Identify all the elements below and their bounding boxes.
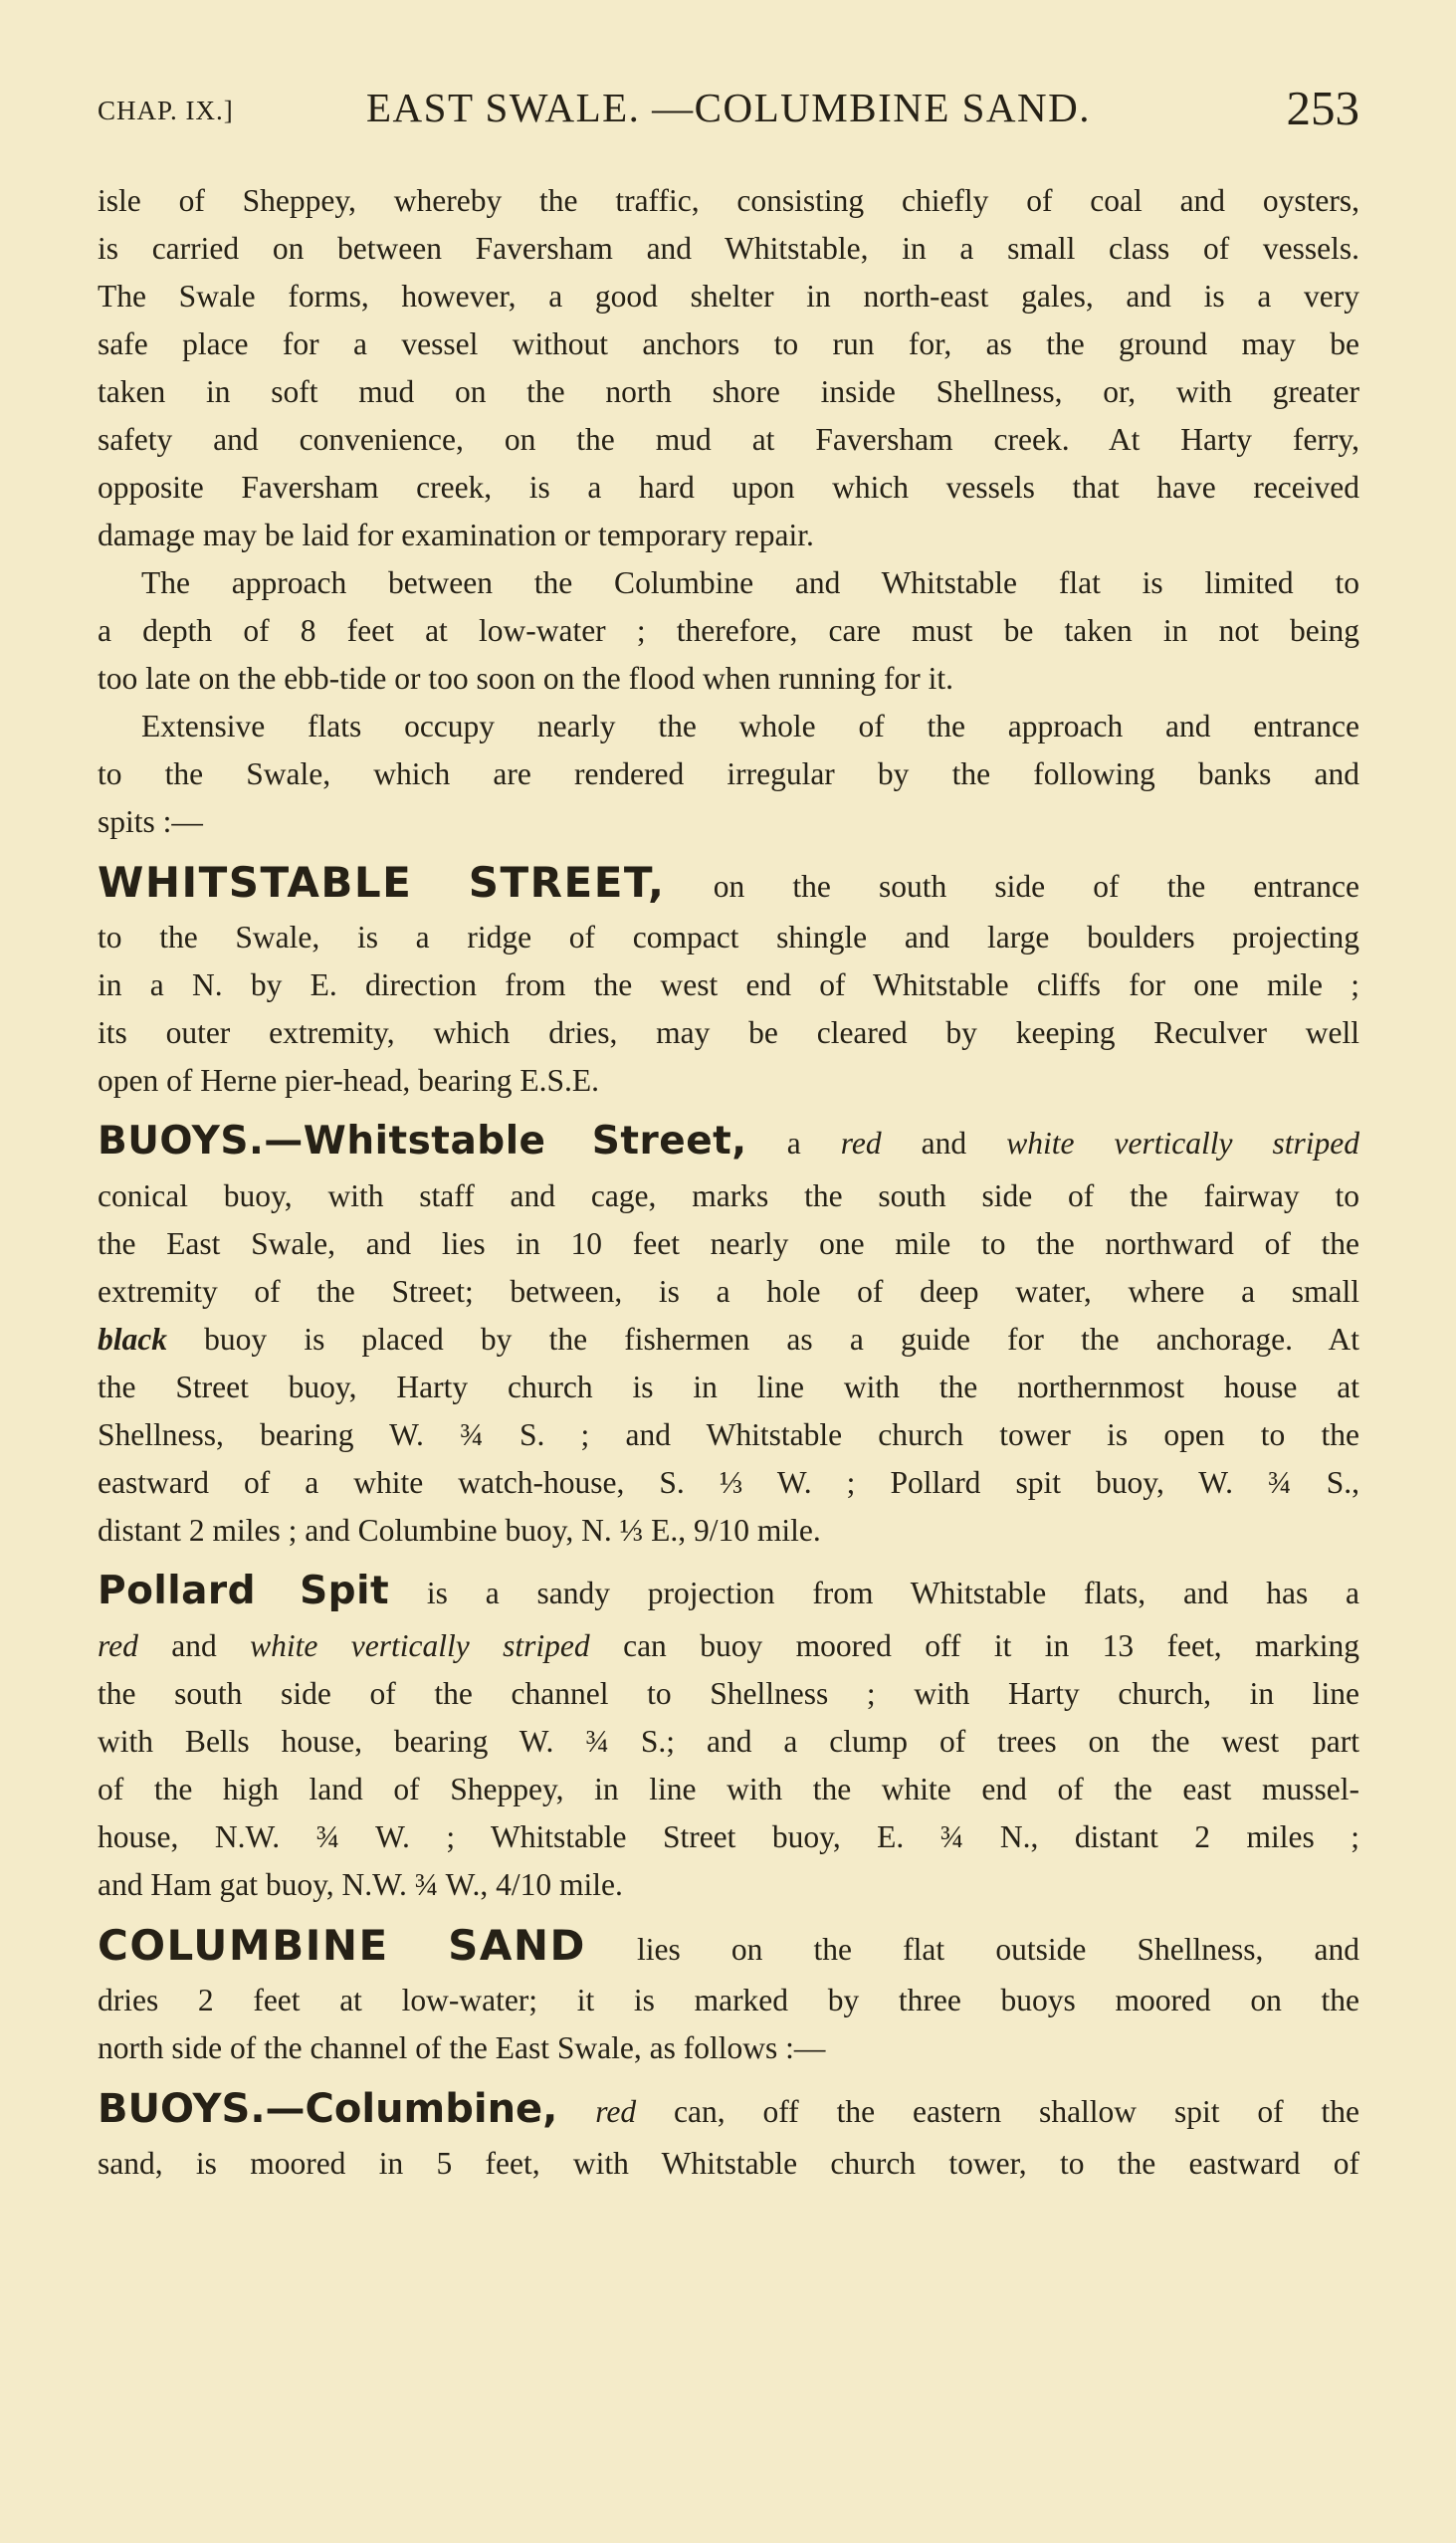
section-whitstable-street-heading	[98, 852, 1359, 914]
text-line: conical buoy, with staff and cage, marks the south side of the fairway to	[98, 1178, 1359, 1213]
section-title: BUOYS.—Whitstable Street,	[98, 1119, 747, 1164]
text-fragment: buoy is placed by the fishermen as a guide for the anchorage. At	[204, 1322, 1359, 1357]
text-line: in a N. by E. direction from the west end of Whitstable cliffs for one mile ;	[98, 967, 1359, 1002]
body-text	[98, 177, 1359, 2188]
running-title: EAST SWALE. —COLUMBINE SAND.	[366, 85, 1092, 130]
text-line: open of Herne pier-head, bearing E.S.E.	[98, 1063, 600, 1098]
text-line: the East Swale, and lies in 10 feet nearly one mile to the northward of the	[98, 1226, 1359, 1261]
text-fragment: on the south side of the entrance	[713, 869, 1360, 904]
text-fragment: can, off the eastern shallow spit of the	[674, 2094, 1359, 2129]
text-fragment: lies on the flat outside Shellness, and	[637, 1932, 1359, 1967]
text-fragment: black	[98, 1322, 167, 1357]
section-columbine-sand-heading	[98, 1915, 1359, 1977]
text-line: house, N.W. ¾ W. ; Whitstable Street buoy, E. ¾ N., distant 2 miles ;	[98, 1819, 1359, 1854]
text-line: Extensive flats occupy nearly the whole of the approach and entrance	[141, 709, 1359, 743]
text-line: sand, is moored in 5 feet, with Whitstable church tower, to the eastward of	[98, 2146, 1359, 2181]
text-line: spits :—	[98, 804, 203, 839]
section-title: WHITSTABLE STREET,	[98, 858, 666, 907]
text-line: extremity of the Street; between, is a hole of deep water, where a small	[98, 1274, 1359, 1309]
text-fragment: white vertically striped	[1006, 1126, 1360, 1161]
text-line: to the Swale, is a ridge of compact shingle and large boulders projecting	[98, 920, 1359, 954]
text-line: is carried on between Faversham and Whitstable, in a small class of vessels.	[98, 231, 1359, 266]
text-line: its outer extremity, which dries, may be cleared by keeping Reculver well	[98, 1015, 1359, 1050]
text-line: damage may be laid for examination or temporary repair.	[98, 518, 814, 552]
text-line: safe place for a vessel without anchors to run for, as the ground may be	[98, 326, 1359, 361]
text-fragment: can buoy moored off it in 13 feet, marking	[623, 1628, 1360, 1663]
text-line: the south side of the channel to Shellness ; with Harty church, in line	[98, 1676, 1359, 1711]
text-fragment: red	[840, 1126, 882, 1161]
section-title: BUOYS.—Columbine,	[98, 2086, 558, 2132]
section-pollard-spit-heading	[98, 1561, 1359, 1622]
chapter-label: CHAP. IX.]	[98, 96, 234, 125]
text-fragment: and	[171, 1628, 217, 1663]
section-buoys-whitstable-heading	[98, 1111, 1359, 1172]
text-line: The Swale forms, however, a good shelter in north-east gales, and is a very	[98, 279, 1359, 314]
text-line: opposite Faversham creek, is a hard upon which vessels that have received	[98, 470, 1359, 505]
page-number: 253	[1286, 81, 1359, 135]
text-line: eastward of a white watch-house, S. ⅓ W. ; Pollard spit buoy, W. ¾ S.,	[98, 1465, 1359, 1500]
text-line	[98, 1622, 1359, 1670]
text-line: distant 2 miles ; and Columbine buoy, N. ⅓ E., 9/10 mile.	[98, 1513, 821, 1548]
text-fragment: red	[595, 2094, 637, 2129]
section-title: COLUMBINE SAND	[98, 1921, 586, 1970]
text-line: isle of Sheppey, whereby the traffic, consisting chiefly of coal and oysters,	[98, 183, 1359, 218]
text-fragment: is a sandy projection from Whitstable flats, and has a	[426, 1576, 1360, 1610]
page-header	[98, 80, 1359, 139]
text-line: north side of the channel of the East Swale, as follows :—	[98, 2030, 826, 2065]
text-line: and Ham gat buoy, N.W. ¾ W., 4/10 mile.	[98, 1867, 623, 1902]
text-line: Shellness, bearing W. ¾ S. ; and Whitstable church tower is open to the	[98, 1417, 1359, 1452]
text-line: to the Swale, which are rendered irregular by the following banks and	[98, 756, 1359, 791]
text-fragment: and	[921, 1126, 967, 1161]
section-title: Pollard Spit	[98, 1569, 390, 1613]
text-fragment: red	[98, 1628, 138, 1663]
text-line: with Bells house, bearing W. ¾ S.; and a clump of trees on the west part	[98, 1724, 1359, 1759]
text-line: dries 2 feet at low-water; it is marked by three buoys moored on the	[98, 1983, 1359, 2017]
text-line: of the high land of Sheppey, in line with the white end of the east mussel-	[98, 1772, 1359, 1806]
text-fragment: white vertically striped	[250, 1628, 590, 1663]
text-line: the Street buoy, Harty church is in line with the northernmost house at	[98, 1370, 1359, 1404]
text-line: a depth of 8 feet at low-water ; therefore, care must be taken in not being	[98, 613, 1359, 648]
text-line: The approach between the Columbine and Whitstable flat is limited to	[141, 565, 1359, 600]
text-fragment: a	[786, 1126, 801, 1161]
text-line: taken in soft mud on the north shore inside Shellness, or, with greater	[98, 374, 1359, 409]
text-line	[98, 1316, 1359, 1364]
text-line: safety and convenience, on the mud at Faversham creek. At Harty ferry,	[98, 422, 1359, 457]
section-buoys-columbine-heading	[98, 2078, 1359, 2140]
text-line: too late on the ebb-tide or too soon on the flood when running for it.	[98, 661, 953, 696]
